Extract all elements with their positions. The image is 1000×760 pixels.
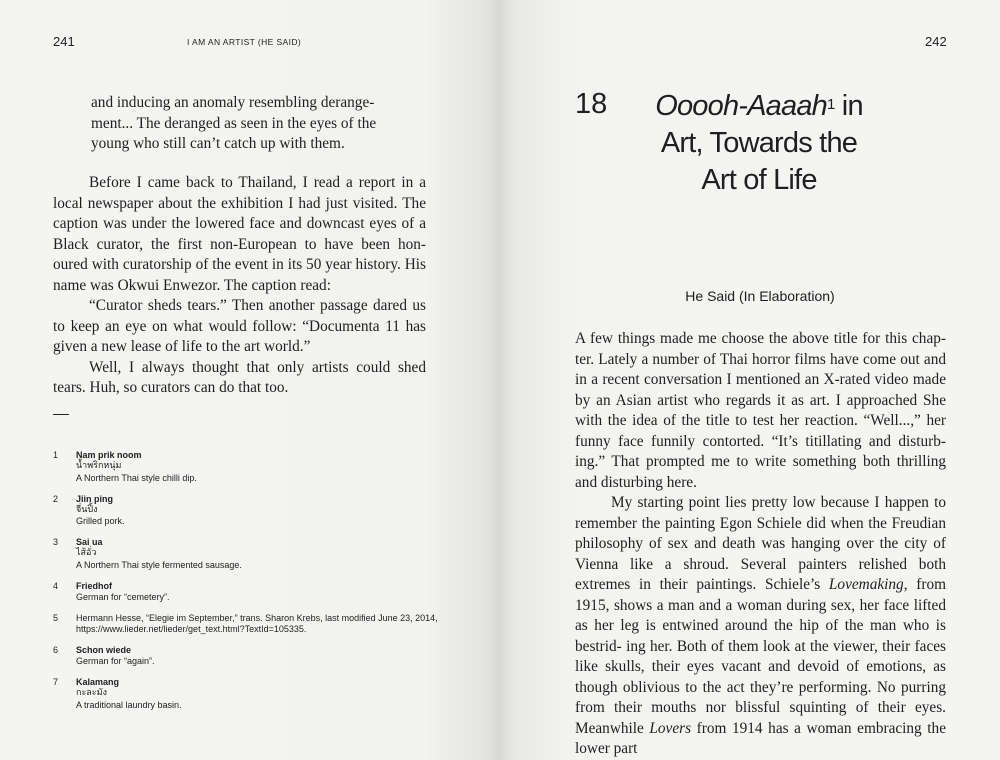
paragraph: A few things made me choose the above title for this chap- ter. Lately a number of Thai horror films have come out and in a recent conversation I mentioned an X-rated video made by an Asian artist who regards it as art. I approached She with the idea of the title to test her reaction. “Well...,” her funny face funnily contorted. “It’s titillating and disturb- ing.” That prompted me to write something both thrilling and disturbing here.	[575, 330, 946, 491]
endnote	[53, 613, 453, 636]
endnote-number: 7	[53, 676, 59, 687]
endnote-number: 4	[53, 580, 59, 591]
endnote	[53, 581, 453, 604]
endnote-number: 3	[53, 537, 59, 548]
endnote-description: Hermann Hesse, “Elegie im September,” trans. Sharon Krebs, last modified June 23, 2014, https://www.lieder.net/lieder/get_text.html?TextId=105335.	[76, 612, 438, 635]
endnote-description: A Northern Thai style fermented sausage.	[76, 559, 242, 570]
endnote	[53, 645, 453, 668]
endnote-term: Jiin ping	[76, 493, 113, 504]
endnote-term: Schon wiede	[76, 644, 132, 655]
artwork-title: Lovemaking	[828, 576, 904, 593]
endnote-thai: ไส้อั่ว	[76, 548, 97, 559]
chapter-title-italic: Ooooh-Aaaah	[655, 90, 827, 122]
chapter-title-line2: Art, Towards the	[660, 127, 858, 159]
endnote	[53, 537, 453, 571]
text-run: , from 1915, shows a man and a woman during sex, her face lifted as her leg is entwined around the hip of the man who is bestrid- ing her. Both of them look at the viewer, their faces like skulls, their eyes vacant and devoid of emotions, as though oblivious to the act they’re performing. No purring from their mouths nor blissful squinting of their eyes. Meanwhile	[575, 576, 946, 737]
right-body-text	[575, 329, 946, 760]
chapter-title-line3: Art of Life	[701, 164, 817, 196]
paragraph: Well, I always thought that only artists could shed tears. Huh, so curators can do that too.	[53, 358, 426, 396]
paragraph: “Curator sheds tears.” Then another passage dared us to keep an eye on what would follow: “Documenta 11 has given a new lease of life to the art world.”	[53, 297, 426, 355]
endnote-term: Sai ua	[76, 537, 103, 548]
notes-divider	[53, 414, 69, 415]
endnote	[53, 677, 453, 711]
endnote-number: 6	[53, 644, 59, 655]
endnote-description: A Northern Thai style chilli dip.	[76, 472, 197, 483]
endnote-thai: กะละมัง	[76, 688, 107, 699]
endnote-term: Kalamang	[76, 676, 120, 687]
endnote-number: 5	[53, 612, 59, 623]
paragraph	[575, 493, 946, 760]
running-head: I AM AN ARTIST (HE SAID)	[187, 37, 302, 47]
endnote	[53, 450, 453, 484]
artwork-title: Lovers	[649, 719, 692, 737]
endnote-term: Nam prik noom	[76, 450, 142, 460]
endnote-thai: น้ำพริกหนุ่ม	[76, 461, 122, 472]
endnote-description: German for “again”.	[76, 656, 155, 667]
paragraph: Before I came back to Thailand, I read a report in a local newspaper about the exhibition I had just visited. The caption was under the lowered face and downcast eyes of a Black curator, the first non-European to have been hon- oured with curatorship of the event in its 50 year history. His name was Okwui Enwezor. The caption read:	[53, 174, 426, 294]
footnote-mark: 1	[827, 96, 835, 113]
endnote	[53, 494, 453, 528]
endnote-thai: จี่นปิ้ง	[76, 504, 98, 515]
endnote-description: Grilled pork.	[76, 516, 125, 527]
left-page-number: 241	[53, 34, 75, 49]
left-body-text	[53, 173, 426, 399]
section-subheading: He Said (In Elaboration)	[685, 288, 835, 304]
chapter-title-line1-rest: in	[834, 90, 863, 122]
endnote-term: Friedhof	[76, 580, 112, 591]
block-quote: and inducing an anomaly resembling derange- ment... The deranged as seen in the eyes of the young who still can’t catch up with them.	[91, 94, 377, 152]
endnote-description: A traditional laundry basin.	[76, 699, 182, 710]
endnote-number: 2	[53, 493, 59, 504]
chapter-title	[626, 88, 892, 199]
endnotes	[53, 450, 453, 720]
text-run: My starting point lies pretty low because I happen to remember the painting Egon Schiele did when the Freudian philosophy of sex and death was hanging over the city of Vienna like a shroud. Several painters relished both extremes in their paintings. Schiele’s	[575, 494, 946, 593]
endnote-number: 1	[53, 450, 59, 460]
endnote-description: German for “cemetery”.	[76, 591, 170, 602]
text-run: from 1914 has a woman embracing the lower part	[575, 719, 946, 757]
right-page-number: 242	[925, 34, 947, 49]
chapter-number: 18	[575, 88, 608, 120]
